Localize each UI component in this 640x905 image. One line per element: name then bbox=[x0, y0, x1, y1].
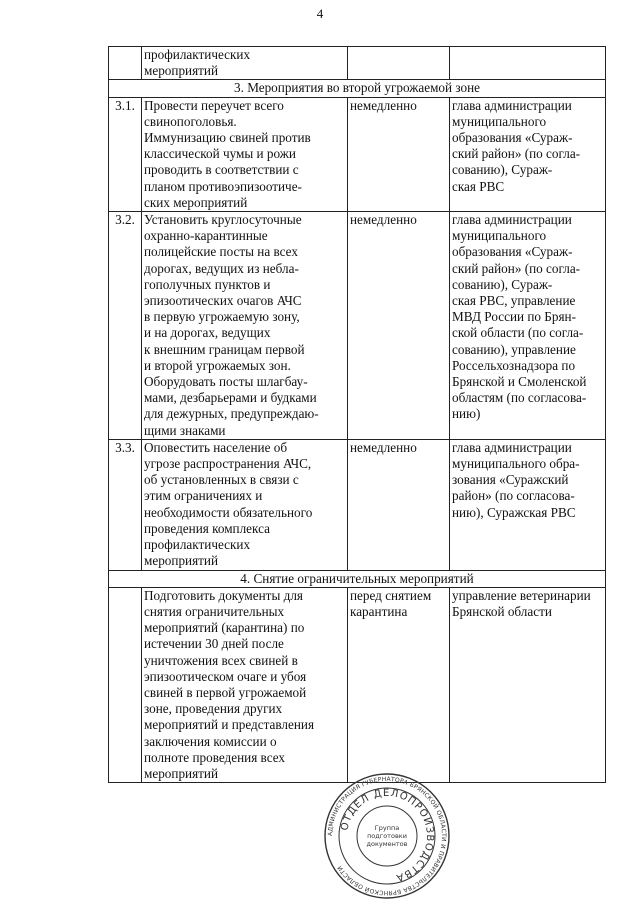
page-number: 4 bbox=[316, 6, 324, 21]
measure-row bbox=[109, 212, 606, 440]
section-title: 4. Снятие ограничительных мероприятий bbox=[109, 570, 606, 587]
measure-text-cell bbox=[142, 587, 348, 782]
responsible-text-line: управление ветеринарии bbox=[452, 587, 591, 603]
measure-row bbox=[109, 587, 606, 782]
deadline-text-line: немедленно bbox=[350, 439, 417, 455]
measure-row bbox=[109, 439, 606, 570]
deadline-text-cell bbox=[348, 587, 450, 782]
measure-text-line: мероприятий bbox=[144, 553, 219, 569]
measure-text-line: снятия ограничительных bbox=[144, 603, 285, 619]
responsible-text-line: образования «Сураж- bbox=[452, 244, 573, 260]
measure-text-line: гополучных пунктов и bbox=[144, 276, 271, 292]
measure-row bbox=[109, 97, 606, 211]
measure-text-line: необходимости обязательного bbox=[144, 504, 313, 520]
measure-text-line: истечении 30 дней после bbox=[144, 636, 284, 652]
responsible-text-line: ский район» (по согла- bbox=[452, 146, 581, 162]
measure-text-line: об установленных в связи с bbox=[144, 472, 299, 488]
responsible-text-line: муниципального обра- bbox=[452, 456, 580, 472]
item-number: 3.2. bbox=[109, 212, 142, 440]
deadline-text-cell bbox=[348, 47, 450, 80]
measure-text-line: профилактических bbox=[144, 47, 251, 62]
measure-text-line: свинопоголовья. bbox=[144, 113, 237, 129]
responsible-text-line: глава администрации bbox=[452, 439, 572, 455]
stamp-outer-ring-text: АДМИНИСТРАЦИЯ ГУБЕРНАТОРА БРЯНСКОЙ ОБЛАСТИ И ПРАВИТЕЛЬСТВА БРЯНСКОЙ ОБЛАСТИ bbox=[326, 775, 448, 897]
responsible-text-cell bbox=[450, 97, 606, 211]
measure-text-line: и второй угрожаемых зон. bbox=[144, 357, 291, 373]
measure-text-line: уничтожения всех свиней в bbox=[144, 652, 298, 668]
measure-row bbox=[109, 47, 606, 80]
measure-text-cell bbox=[142, 439, 348, 570]
responsible-text-line: муниципального bbox=[452, 113, 547, 129]
measure-text-line: классической чумы и рожи bbox=[144, 146, 296, 162]
measure-text-line: Оповестить население об bbox=[144, 439, 288, 455]
responsible-text-cell bbox=[450, 212, 606, 440]
responsible-text-line: ской области (по согла- bbox=[452, 325, 584, 341]
measure-text-line: мами, дезбарьерами и будками bbox=[144, 390, 317, 406]
deadline-text-cell bbox=[348, 439, 450, 570]
measure-text-line: Установить круглосуточные bbox=[144, 212, 302, 228]
measure-text-line: Провести переучет всего bbox=[144, 97, 284, 113]
measures-table bbox=[108, 46, 606, 783]
responsible-text-line: МВД России по Брян- bbox=[452, 309, 576, 325]
responsible-text-line: зования «Суражский bbox=[452, 472, 569, 488]
measure-text-cell bbox=[142, 47, 348, 80]
measure-text-line: мероприятий (карантина) по bbox=[144, 620, 305, 636]
measure-text-line: Подготовить документы для bbox=[144, 587, 303, 603]
responsible-text-cell bbox=[450, 587, 606, 782]
deadline-text-line: немедленно bbox=[350, 212, 417, 228]
measure-text-cell bbox=[142, 212, 348, 440]
measure-text-line: охранно-карантинные bbox=[144, 228, 268, 244]
stamp-center-line: документов bbox=[366, 840, 408, 848]
deadline-text-cell bbox=[348, 97, 450, 211]
measure-text-line: свиней в первой угрожаемой bbox=[144, 684, 307, 700]
responsible-text-cell bbox=[450, 47, 606, 80]
responsible-text-line: областям (по согласова- bbox=[452, 390, 587, 406]
measure-text-line: и на дорогах, ведущих bbox=[144, 325, 271, 341]
measure-text-line: к внешним границам первой bbox=[144, 341, 305, 357]
section-header-row bbox=[109, 80, 606, 97]
stamp-ring-text: ОТДЕЛ ДЕЛОПРОИЗВОДСТВА bbox=[339, 787, 436, 884]
section-header-row bbox=[109, 570, 606, 587]
deadline-text-line: немедленно bbox=[350, 97, 417, 113]
measure-text-line: для дежурных, предупреждаю- bbox=[144, 406, 319, 422]
responsible-text-line: сованию), Сураж- bbox=[452, 276, 553, 292]
responsible-text-line: глава администрации bbox=[452, 97, 572, 113]
measure-text-cell bbox=[142, 97, 348, 211]
responsible-text-cell bbox=[450, 439, 606, 570]
measure-text-line: профилактических bbox=[144, 537, 251, 553]
responsible-text-line: сованию), управление bbox=[452, 341, 576, 357]
deadline-text-line: перед снятием bbox=[350, 587, 432, 603]
measure-text-line: полицейские посты на всех bbox=[144, 244, 298, 260]
measure-text-line: зоне, проведения других bbox=[144, 701, 283, 717]
item-number bbox=[109, 47, 142, 80]
responsible-text-line: Россельхознадзора по bbox=[452, 357, 576, 373]
responsible-text-line: Брянской и Смоленской bbox=[452, 374, 587, 390]
responsible-text-line: муниципального bbox=[452, 228, 547, 244]
responsible-text-line: район» (по согласова- bbox=[452, 488, 575, 504]
measure-text-line: мероприятий и представления bbox=[144, 717, 315, 733]
responsible-text-line: нию), Суражская РВС bbox=[452, 504, 576, 520]
item-number bbox=[109, 587, 142, 782]
measure-text-line: эпизоотическом очаге и убоя bbox=[144, 668, 307, 684]
deadline-text-line: карантина bbox=[350, 603, 408, 619]
measure-text-line: полноте проведения всех bbox=[144, 749, 285, 765]
responsible-text-line: ская РВС bbox=[452, 178, 505, 194]
responsible-text-line: нию) bbox=[452, 406, 481, 422]
responsible-text-line: сованию), Сураж- bbox=[452, 162, 553, 178]
measure-text-line: эпизоотических очагов АЧС bbox=[144, 293, 302, 309]
measure-text-line: мероприятий bbox=[144, 765, 219, 781]
stamp-center-line: Группа bbox=[374, 824, 400, 832]
responsible-text-line: ский район» (по согла- bbox=[452, 260, 581, 276]
responsible-text-line: образования «Сураж- bbox=[452, 130, 573, 146]
office-stamp bbox=[323, 772, 451, 900]
responsible-text-line: Брянской области bbox=[452, 603, 552, 619]
measure-text-line: Оборудовать посты шлагбау- bbox=[144, 374, 308, 390]
deadline-text-cell bbox=[348, 212, 450, 440]
measure-text-line: в первую угрожаемую зону, bbox=[144, 309, 300, 325]
measure-text-line: ских мероприятий bbox=[144, 194, 248, 210]
measure-text-line: проведения комплекса bbox=[144, 520, 270, 536]
measure-text-line: щими знаками bbox=[144, 422, 226, 438]
section-title: 3. Мероприятия во второй угрожаемой зоне bbox=[109, 80, 606, 97]
measure-text-line: Иммунизацию свиней против bbox=[144, 130, 311, 146]
item-number: 3.3. bbox=[109, 439, 142, 570]
responsible-text-line: ская РВС, управление bbox=[452, 293, 576, 309]
measure-text-line: заключения комиссии о bbox=[144, 733, 277, 749]
measure-text-line: планом противоэпизоотиче- bbox=[144, 178, 302, 194]
measure-text-line: мероприятий bbox=[144, 63, 219, 79]
measure-text-line: дорогах, ведущих из небла- bbox=[144, 260, 299, 276]
measure-text-line: угрозе распространения АЧС, bbox=[144, 456, 312, 472]
responsible-text-line: глава администрации bbox=[452, 212, 572, 228]
item-number: 3.1. bbox=[109, 97, 142, 211]
measure-text-line: проводить в соответствии с bbox=[144, 162, 299, 178]
measure-text-line: этим ограничениях и bbox=[144, 488, 263, 504]
stamp-center-line: подготовки bbox=[367, 832, 407, 840]
